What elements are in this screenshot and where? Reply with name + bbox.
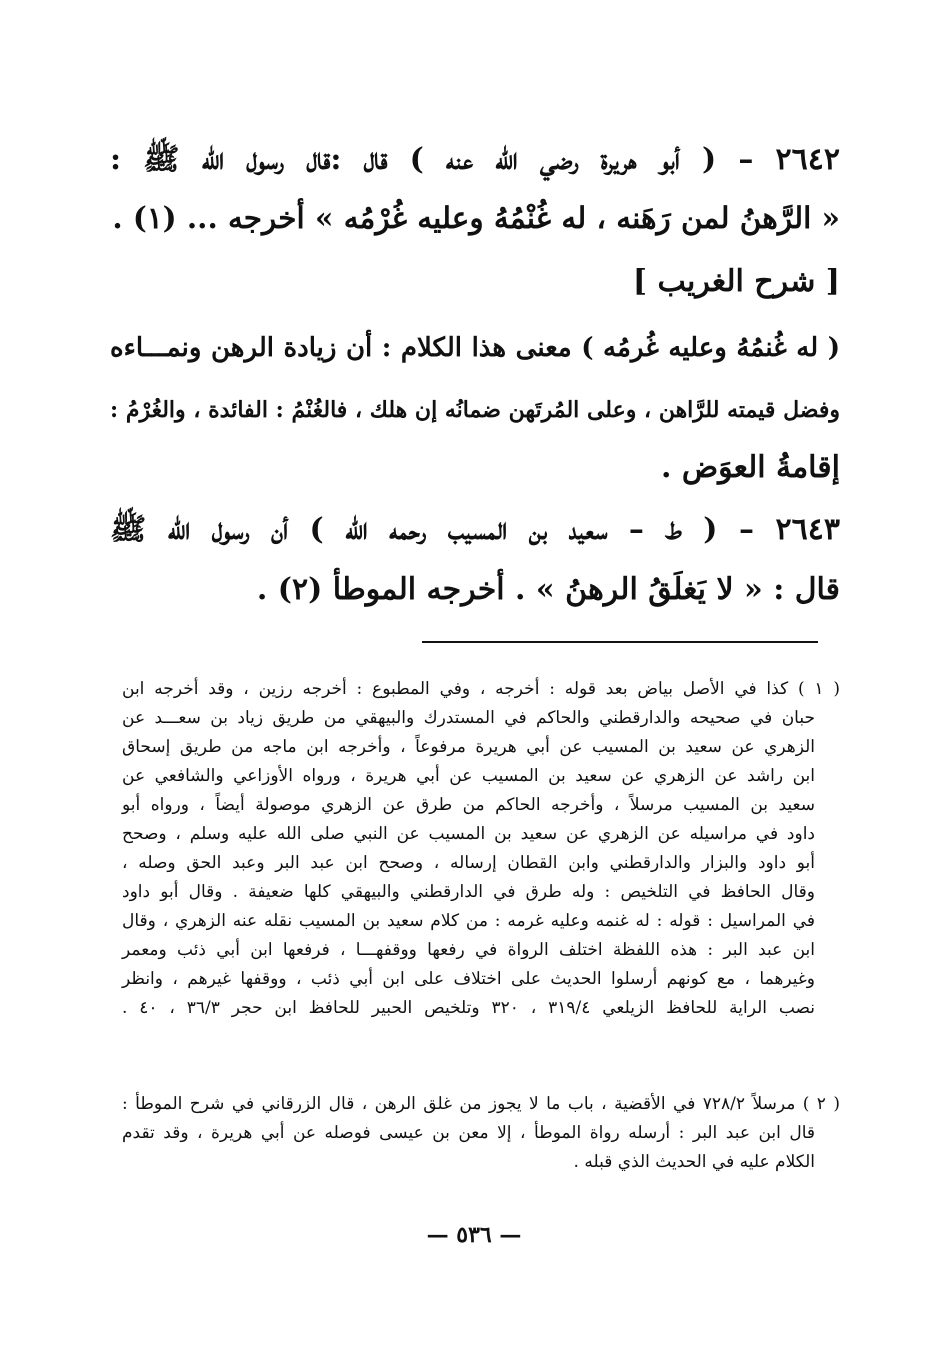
footnote-2-line: ( ٢ ) مرسلاً ٧٢٨/٢ في الأقضية ، باب ما لا يجوز من غلق الرهن ، قال الزرقاني في شرح الموطأ : [122,1094,840,1114]
footnote-1-line: ابن راشد عن الزهري عن سعيد بن المسيب عن أبي هريرة ، ورواه الأوزاعي والشافعي عن [122,766,815,786]
footnote-divider [422,641,818,643]
footnote-1-line: ( ١ ) كذا في الأصل بياض بعد قوله : أخرجه ، وفي المطبوع : أخرجه رزين ، وقد أخرجه ابن [122,679,840,699]
hadith-2642-line-2: « الرَّهنُ لمن رَهَنه ، له غُنْمُهُ وعليه غُرْمُه » أخرجه ... (١) . [112,200,840,235]
footnote-1-line: وغيرهما ، مع كونهم أرسلوا الحديث على اختلاف على ابن أبي ذئب ، ووقفها غيرهم ، وانظر [122,969,815,989]
page-number: — ٥٣٦ — [426,1222,522,1248]
gharib-line-1: ( له غُنمُهُ وعليه غُرمُه ) معنى هذا الكلام : أن زيادة الرهن ونمـــاءه [110,333,840,363]
footnote-1-line: داود في مراسيله عن الزهري عن سعيد بن المسيب عن النبي صلى الله عليه وسلم ، وصحح [122,824,815,844]
footnote-1-line: الزهري عن سعيد بن المسيب عن أبي هريرة مرفوعاً ، وأخرجه ابن ماجه من طريق إسحاق [122,737,815,757]
footnote-1-line: ابن عبد البر : هذه اللفظة اختلف الرواة في رفعها ووقفهـــا ، فرفعها ابن أبي ذئب ومعمر [122,940,815,960]
footnote-1-line: أبو داود والبزار والدارقطني وابن القطان إرساله ، وصحح ابن عبد البر وعبد الحق وصله ، [122,853,815,873]
hadith-2643-line-2: قال : « لا يَغلَقُ الرهنُ » . أخرجه الموطأ (٢) . [256,572,840,607]
hadith-2642-line-1: ٢٦٤٢ – ( أبو هريرة رضي الله عنه ) قال :قال رسول الله ﷺ : [110,142,840,177]
hadith-2643-line-1: ٢٦٤٣ – ( ط – سعيد بن المسيب رحمه الله ) أن رسول الله ﷺ [110,512,840,547]
gharib-heading: [ شرح الغريب ] [632,264,840,299]
footnote-1-line: حبان في صحيحه والدارقطني والحاكم في المستدرك والبيهقي من طريق زياد بن سعـــد عن [122,708,815,728]
gharib-line-3: إقامةُ العوَض . [660,450,840,485]
footnote-1-line: سعيد بن المسيب مرسلاً ، وأخرجه الحاكم من طرق عن الزهري موصولة أيضاً ، ورواه أبو [122,795,815,815]
gharib-line-2: وفضل قيمته للرَّاهن ، وعلى المُرتَهن ضمانُه إن هلك ، فالغُنْمُ : الفائدة ، والغُرْمُ : [110,397,840,423]
footnote-2-line: الكلام عليه في الحديث الذي قبله . [573,1152,815,1172]
footnote-1-line: في المراسيل : قوله : له غنمه وعليه غرمه : من كلام سعيد بن المسيب نقله عنه الزهري ، وقال [122,911,815,931]
footnote-1-line: نصب الراية للحافظ الزيلعي ٣١٩/٤ ، ٣٢٠ وتلخيص الحبير للحافظ ابن حجر ٣٦/٣ ، ٤٠ . [122,998,816,1018]
footnote-1-line: وقال الحافظ في التلخيص : وله طرق في الدارقطني والبيهقي كلها ضعيفة . وقال أبو داود [122,882,815,902]
footnote-2-line: قال ابن عبد البر : أرسله رواة الموطأ ، إلا معن بن عيسى فوصله عن أبي هريرة ، وقد تقدم [122,1123,815,1143]
